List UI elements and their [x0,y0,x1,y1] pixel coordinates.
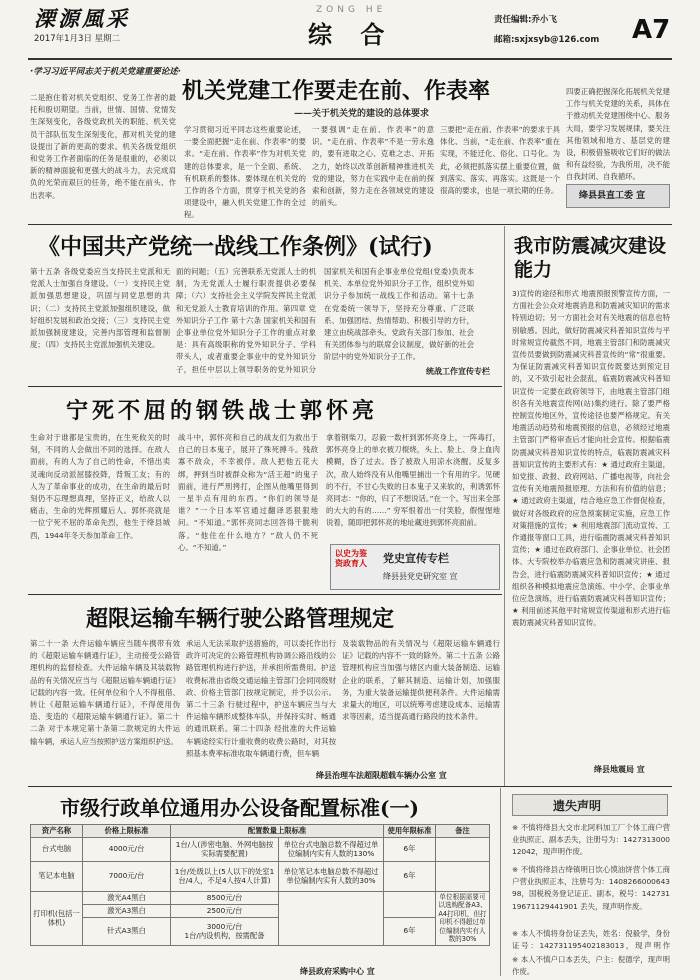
article3-title: 我市防震减灾建设能力 [514,235,667,281]
article3-credit: 绛县地震局 宣 [594,765,645,774]
article2-col2: 面的问题；（五）完善联系无党派人士的机制，为无党派人士履行职责提供必要保障；（六）支持社会主义学院发挥民主党派和无党派人士教育培训的作用。第四章 党外知识分子工作 第十六条 国家机关和国有企事业单位党外知识分子工作的重点对象是：具有高级职称的党外知识分子、学科带头人，或者重要企事业中的党外知识分子，担任中层以上领导职务的党外知识分 [176,267,316,374]
article1-col5: 四要正确把握深化拓展机关党建工作与机关党建的关系，具体在于推动机关党建围绕中心、服务大局，要学习发展规律，要关注其他领域和地方、基层党的建设，积极借鉴吸收它们好的做法和有益经验，为我所用，决不能自我封闭、自我循环。 [566,87,670,182]
table-subcell: 1台/内设机构，按需配备 [184,931,265,940]
article1-col4: 三要把“走在前、作表率”的要求于具体化、当前，“走在前、作表率”重在实现，不能迁化、俗化、口号化。为此，必须把抓落实摆上重要位置，做到落实、落实、再落实。这既是一个很高的要求，也是一项长期的任务。 [440,125,560,196]
table-header-cell: 价格上限标准 [83,825,171,838]
table-row [31,891,490,904]
issue-date: 2017年1月3日 星期二 [34,34,121,44]
table-subcell: 针式A3黑白 [107,926,146,936]
table-cell: 6年 [384,861,436,891]
divider-notice [500,788,501,976]
table-cell: 8500元/台 [171,891,279,904]
table-header-row [31,825,490,838]
article4-col2: 战斗中，郭怀亮和自己的战友们为救出于自己的日本鬼子，展开了殊死搏斗。残敌寡不敌众，不幸被俘。敌人把他五花大绑，押到当时被群众称为“活王超”的鬼子面前，进行严刑拷打，企图从他嘴里得到一星半点有用的东西。“你们的领导是谁？”一个日本军官通过翻译恶狠狠地问。“不知道。”郭怀亮同志回答得干脆利落。“他住在什么地方？”敌人仍不死心。“不知道。” [178,433,318,552]
table-cell: 1台/人(涉密电脑、外网电脑按实际需要配置) [171,837,279,861]
masthead [0,0,700,60]
article2-credit: 统战工作宣传专栏 [426,367,490,376]
table-header-cell: 使用年限标准 [384,825,436,838]
table-cell: 2500元/台 [171,904,279,917]
top-banner: ·学习习近平同志关于机关党建重要论述· [30,67,181,77]
notice-title-box [512,794,668,816]
article4-col1: 生命对于谁都是宝贵的，在生死攸关的时刻，不同的人会做出不同的选择。在敌人面前，有的人为了自己的性命，不惜出卖灵魂向反动派屈膝投降，背叛工友；有的人为了革命事业的成功，在生命的最后时刻仍不忘理想真理，坚持正义，给敌人以痛击，生命的光辉照耀后人。郭怀亮就是一位宁死不屈的革命先烈，他生于绛县城西，1944年冬天参加革命工作。 [30,433,170,540]
article5-col3: 及装载物品的有关情况与《超限运输车辆通行证》记载的内容不一致的除外。第二十五条 公路管理机构应当加强与辖区内重大装备制造、运输企业的联系，了解其制造、运输计划，加强服务，为重大装备运输提供便利条件。大件运输需求量大的地区，可以统筹考虑建设成本、运输需求等因素，适当提高通行路段的技术条件。 [342,639,500,722]
table-cell [436,861,490,891]
table-cell: 单位台式电脑总数不得超过单位编制内实有人数的130% [279,837,384,861]
section-rule-2 [28,386,502,387]
article4-col3: 拿着钢柴刀，忍毅一数杆到郭怀亮身上，一阵毒打，郭怀亮身上的单衣被刀棍烧，头上、脸上、身上血肉模糊，昏了过去。昏了被敌人用凉水浇醒。反复多次，敌人始终没有从他嘴里捕出一个有用的字。见硬的不行，不甘心失败的日本鬼子又来软的，利诱郭怀亮同志：“你的，归了不想说话。”在一个。写出来全部的大大的有的……” 穷军恨着出一付笑脸，假惺惺地说着，随即把郭怀亮的地址藏进到郭怀亮面前。 [326,433,500,528]
party-history-motto: 以史为鉴 资政育人 [335,549,367,568]
counter-box [566,184,670,208]
notice-item: ※ 本人不慎户口本丢失，户主：倪德学，现声明作废。 [512,955,670,977]
party-history-credit: 绛县县党史研究室 宣 [383,572,458,581]
article5-title: 超限运输车辆行驶公路管理规定 [86,606,395,632]
notice-title: 遗失声明 [553,799,602,813]
table-cell: 打印机(包括一体机) [31,891,83,945]
article1-title: 机关党建工作要走在前、作表率 [182,78,491,104]
table-cell: 单位根据需要可以选购配备A3、A4打印机，但打印机不得超过单位编制内实有人数的30% [436,891,490,945]
article5-col1: 第二十一条 大件运输车辆应当随车携带有效的《超限运输车辆通行证》，主动接受公路管理机构的监督检查。大件运输车辆及其装载物品的有关情况应当与《超限运输车辆通行证》记载的内容一致。任何单位和个人不得租借、转让《超限运输车辆通行证》，不得使用伪造、变造的《超限运输车辆通行证》。第二十二条 对于本规定第十条第二款规定的大件运输车辆，承运人应当按照护送方案组织护送。 [30,639,180,746]
table-cell: 单位笔记本电脑总数不得超过单位编制内实有人数的30% [279,861,384,891]
table-cell [83,917,171,945]
table-subcell: 激光A3黑白 [107,905,146,915]
table-cell: 4000元/台 [83,837,171,861]
table-subcell: 激光A4黑白 [107,892,146,902]
section-rule-3 [28,594,502,595]
article1-col2: 学习贯彻习近平同志这些重要论述，一要全面把握“走在前、作表率”的要求。“走在前、作表率”作为对机关党建的总体要求，是一个全面、系统、有机联系的整体。要体现在机关党的工作的各个方面，贯穿于机关党的各项建设中，融入机关党建工作的全过程。 [184,125,306,220]
article2-col1: 第十五条 各级党委应当支持民主党派和无党派人士加强自身建设。（一）支持民主党派加强思想建设，巩固与同党思想的共识；（二）支持民主党派加强组织建设，做好组织发展和政治交接；（三）支持民主党派加强制度建设，完善内部管理和监督制度；（四）支持民主党派加强机关建设。 [30,267,170,350]
notice-item: ※ 本人不慎将身份证丢失，姓名：倪毅学，身份证号：142731195402183013，现声明作 [512,929,670,951]
table-row [31,861,490,891]
table-header-cell: 配置数量上限标准 [171,825,384,838]
table-header-cell: 资产名称 [31,825,83,838]
table-cell: 1台/处级以上(5人以下的处室1台/4人，不足4人按4人计算) [171,861,279,891]
table-cell [279,891,384,945]
table-cell [436,837,490,861]
notice-item: ※ 不慎将绛县古绛镇明日饮心馍油饼营个体工商户营业执照正本，注册号为：140826600064398，国税税务登记证正、副本，税号：14273119671129441901 丢失，现声明作废。 [512,865,670,911]
table-cell [83,891,171,904]
article6-credit: 绛县政府采购中心 宣 [300,967,375,976]
editor-name: 责任编辑:乔小飞 [494,15,557,25]
section-rule-1 [28,224,672,225]
table-cell: 台式电脑 [31,837,83,861]
section-rule-4 [28,786,672,787]
masthead-rule [28,58,672,60]
table-cell [171,917,279,945]
table-cell: 6年 [384,917,436,945]
table-cell [83,904,171,917]
table-header-cell: 备注 [436,825,490,838]
equipment-table [30,824,490,946]
article6-title: 市级行政单位通用办公设备配置标准(一) [60,796,419,820]
table-cell [384,891,436,917]
editor-email: 邮箱:sxjxsyb@126.com [494,35,600,45]
party-history-block [330,544,500,590]
table-row [31,837,490,861]
article1-col1: 二是抱住着对机关党组织、党务工作者的最托和殷切期望。当前，世情、国情、党情发生深刻变化，各级党政机关的职能、机关党员干部队伍发生深刻变化，都对机关党的建设提出了新的更高的要求。机关各级党组织和党务工作者面临的任务是很重的，必须以新的精神面貌和更强大的战斗力，去完成肩负的光荣而艰巨的任务，绝不能在前头、作出表率。 [30,93,176,200]
counter-label: 绛县县直工委 宣 [579,191,646,201]
paper-logo: 溧源風采 [34,6,130,31]
table-row [31,917,490,945]
table-cell: 6年 [384,837,436,861]
divider-right-col [504,226,505,786]
notice-item: ※ 不慎将绛县大交市北阿料加工厂个体工商户营业执照正、副本丢失，注册号为：142731300012042，现声明作废。 [512,823,670,857]
article5-col2: 承运人无法采取护送措施的，可以委托作出行政许可决定的公路管理机构协调公路沿线的公路管理机构进行护送，并承担所需费用。护送收费标准由省级交通运输主管部门会同同级财政、价格主管部门按规定制定，并予以公示。第二十三条 行驶过程中，护送车辆应当与大件运输车辆形成整体车队，并保持实时、畅通的通讯联系。第二十四条 经批准的大件运输车辆途经实行计重收费的收费公路时，对其按照基本费率标准收取车辆通行费，但车辆 [186,639,336,758]
table-cell: 笔记本电脑 [31,861,83,891]
section-title: 综 合 [308,20,395,49]
table-cell: 7000元/台 [83,861,171,891]
page-number: A7 [632,15,671,45]
section-pinyin: ZONG HE [316,5,387,15]
article2-title: 《中国共产党统一战线工作条例》(试行) [38,234,433,260]
article4-title: 宁死不屈的钢铁战士郭怀亮 [66,398,379,424]
party-history-label: 党史宣传专栏 [383,552,449,565]
article5-credit: 绛县治理车法超限超载车辆办公室 宣 [316,771,447,780]
article1-col3: 一要强调“走在前、作表率”的意识。“走在前、作表率”不是一劳永逸的，要有进取之心、克难之志、开拓之力，始终以改革创新精神推进机关党的建设，努力在实践中走在前的探索和创新，努力走在各领域党的建设的前头。 [312,125,434,208]
table-subcell: 3000元/台 [206,921,243,931]
article2-col3: 国家机关和国有企事业单位党组(党委)负责本机关、本单位党外知识分子工作，组织党外知识分子参加统一战线工作和活动。第十七条 在党委统一领导下，坚持充分尊重、广泛联系、加强团结、热情帮助、积极引导的方针，建立由统战部牵头、党政有关部门参加、社会有关团体参与的联席会议制度，做好新的社会阶层中的党外知识分子工作。 [324,267,474,362]
article1-subtitle: ——关于机关党的建设的总体要求 [294,109,430,119]
article3-body: 3)宣传的途径和形式 地震预报预警宣传方面，一方面社会公众对地震消息和防震减灾知识的需求特别迫切；另一方面社会对有关地震的信息也特别敏感。因此，做好防震减灾科普知识宣传与平时常规宣传截然不同，地震主管部门和防震减灾宣传员要做到防震减灾科普宣传的“常”很重要。为保证防震减灾科普知识宣传既要达到预定目的，又不致引起社会混乱，临震防震减灾科普知识宣传一定要在政府领导下，由地震主管部门组织各有关地震宣传网(站)集约进行。除了要严格控制宣传地区外，宣传途径也要严格规定。有关地震活动趋势和地震预报的信息，必须经过地震主管部门严格审查后才能向社会宣传。根据临震防震减灾科普知识宣传的特点，临震防震减灾科普知识宣传的主要形式有：★ 通过政府主渠道，如党报、政报、政府网站、广播电视等，向社会宣传有关地震预报原理、方法和有价值的信息；★ 通过政府主渠道，结合地应急工作督促检查，做好对各级政府的应急预案制定实施，应急工作对策措施的宣传；★ 利用地震部门流动宣传、工作通报等窗口工具，进行临震防震减灾科普知识宣传；★ 通过在政府部门、企事业单位、社会团体、大专院校举办临震应急和防震减灾讲座、报告会，进行临震防震减灾科普知识宣传；★ 通过组织各种模拟地震应急演练、中小学、企事业单位应急演练，进行临震防震减灾科普知识宣传；★ 利用前述其他平时常规宣传渠道和形式进行临震防震减灾科普知识宣传。 [512,289,670,628]
